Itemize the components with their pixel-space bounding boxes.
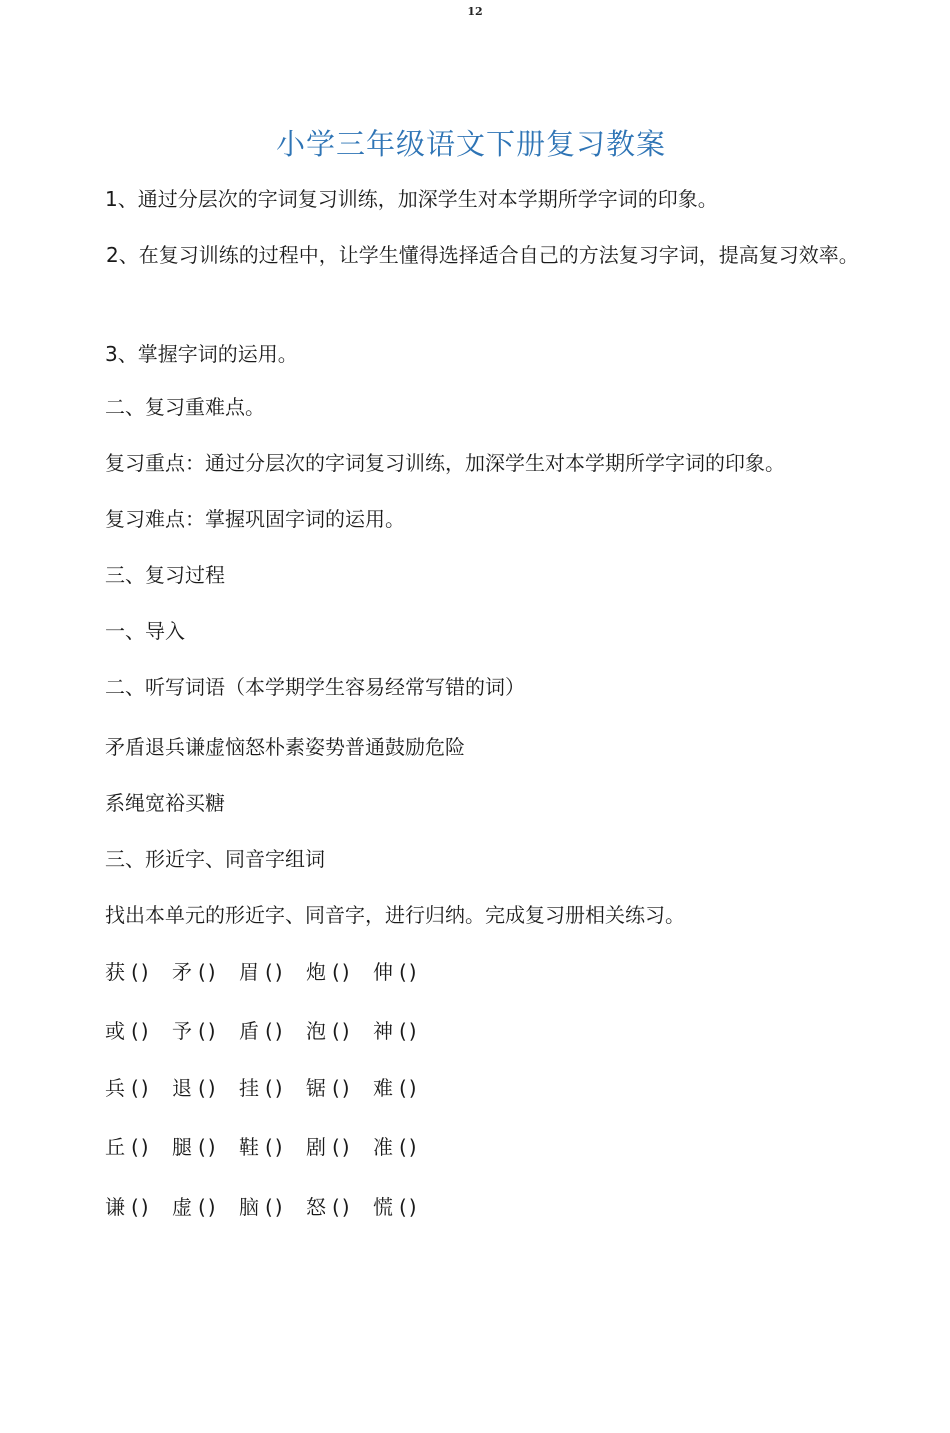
char-label: 怒 <box>306 1195 326 1219</box>
answer-blank[interactable]: () <box>198 960 218 984</box>
answer-blank[interactable]: () <box>131 960 151 984</box>
answer-blank[interactable]: () <box>265 960 285 984</box>
char-label: 伸 <box>373 960 393 984</box>
char-item <box>172 1193 239 1221</box>
char-item <box>239 958 306 986</box>
char-item <box>306 1193 373 1221</box>
section-heading-process: 三、复习过程 <box>105 563 225 587</box>
char-label: 炮 <box>306 960 326 984</box>
char-label: 退 <box>172 1076 192 1100</box>
char-item <box>239 1017 306 1045</box>
char-label: 丘 <box>105 1135 125 1159</box>
char-label: 脑 <box>239 1195 259 1219</box>
char-row <box>105 1193 440 1221</box>
char-label: 获 <box>105 960 125 984</box>
char-label: 准 <box>373 1135 393 1159</box>
char-label: 矛 <box>172 960 192 984</box>
dictation-words-line-1: 矛盾退兵谦虚恼怒朴素姿势普通鼓励危险 <box>105 735 465 759</box>
char-label: 眉 <box>239 960 259 984</box>
char-item <box>172 958 239 986</box>
answer-blank[interactable]: () <box>131 1019 151 1043</box>
char-item <box>373 1017 440 1045</box>
answer-blank[interactable]: () <box>399 1019 419 1043</box>
answer-blank[interactable]: () <box>131 1135 151 1159</box>
answer-blank[interactable]: () <box>131 1076 151 1100</box>
char-label: 谦 <box>105 1195 125 1219</box>
answer-blank[interactable]: () <box>265 1019 285 1043</box>
answer-blank[interactable]: () <box>198 1195 218 1219</box>
answer-blank[interactable]: () <box>332 1195 352 1219</box>
char-label: 剧 <box>306 1135 326 1159</box>
answer-blank[interactable]: () <box>332 1135 352 1159</box>
document-title: 小学三年级语文下册复习教案 <box>275 127 666 161</box>
char-item <box>306 1074 373 1102</box>
key-point-text: 复习重点：通过分层次的字词复习训练，加深学生对本学期所学字词的印象。 <box>105 451 785 475</box>
answer-blank[interactable]: () <box>198 1076 218 1100</box>
answer-blank[interactable]: () <box>332 1019 352 1043</box>
section-heading-key-difficult: 二、复习重难点。 <box>105 395 265 419</box>
answer-blank[interactable]: () <box>131 1195 151 1219</box>
char-item <box>239 1193 306 1221</box>
answer-blank[interactable]: () <box>265 1135 285 1159</box>
dictation-words-line-2: 系绳宽裕买糖 <box>105 791 225 815</box>
char-label: 泡 <box>306 1019 326 1043</box>
answer-blank[interactable]: () <box>399 1135 419 1159</box>
char-item <box>172 1017 239 1045</box>
char-item <box>373 1074 440 1102</box>
answer-blank[interactable]: () <box>198 1019 218 1043</box>
char-row <box>105 958 440 986</box>
page-number: 12 <box>467 5 483 18</box>
char-item <box>172 1133 239 1161</box>
char-item <box>306 1017 373 1045</box>
answer-blank[interactable]: () <box>265 1076 285 1100</box>
answer-blank[interactable]: () <box>265 1195 285 1219</box>
char-row <box>105 1074 440 1102</box>
char-label: 锯 <box>306 1076 326 1100</box>
difficulty-text: 复习难点：掌握巩固字词的运用。 <box>105 507 405 531</box>
answer-blank[interactable]: () <box>198 1135 218 1159</box>
char-item <box>306 958 373 986</box>
char-item <box>373 1193 440 1221</box>
char-item <box>239 1074 306 1102</box>
char-item <box>105 1017 172 1045</box>
goal-item-1: 1、通过分层次的字词复习训练，加深学生对本学期所学字词的印象。 <box>105 187 718 211</box>
char-item <box>105 1193 172 1221</box>
char-item <box>373 1133 440 1161</box>
char-label: 慌 <box>373 1195 393 1219</box>
char-label: 兵 <box>105 1076 125 1100</box>
char-label: 虚 <box>172 1195 192 1219</box>
step-dictation: 二、听写词语（本学期学生容易经常写错的词） <box>105 675 525 699</box>
char-row <box>105 1017 440 1045</box>
answer-blank[interactable]: () <box>399 1195 419 1219</box>
goal-item-3: 3、掌握字词的运用。 <box>105 342 298 366</box>
char-item <box>306 1133 373 1161</box>
char-item <box>105 958 172 986</box>
char-label: 难 <box>373 1076 393 1100</box>
char-item <box>373 958 440 986</box>
goal-item-2: 2、在复习训练的过程中，让学生懂得选择适合自己的方法复习字词，提高复习效率。 <box>106 243 859 267</box>
step-intro: 一、导入 <box>105 619 185 643</box>
similar-chars-instruction: 找出本单元的形近字、同音字，进行归纳。完成复习册相关练习。 <box>105 903 685 927</box>
char-row <box>105 1133 440 1161</box>
char-label: 腿 <box>172 1135 192 1159</box>
answer-blank[interactable]: () <box>332 960 352 984</box>
answer-blank[interactable]: () <box>399 1076 419 1100</box>
char-label: 挂 <box>239 1076 259 1100</box>
char-label: 鞋 <box>239 1135 259 1159</box>
step-similar-chars: 三、形近字、同音字组词 <box>105 847 325 871</box>
char-item <box>239 1133 306 1161</box>
char-label: 或 <box>105 1019 125 1043</box>
answer-blank[interactable]: () <box>332 1076 352 1100</box>
char-label: 神 <box>373 1019 393 1043</box>
char-item <box>105 1074 172 1102</box>
answer-blank[interactable]: () <box>399 960 419 984</box>
char-item <box>105 1133 172 1161</box>
char-label: 盾 <box>239 1019 259 1043</box>
char-item <box>172 1074 239 1102</box>
char-label: 予 <box>172 1019 192 1043</box>
